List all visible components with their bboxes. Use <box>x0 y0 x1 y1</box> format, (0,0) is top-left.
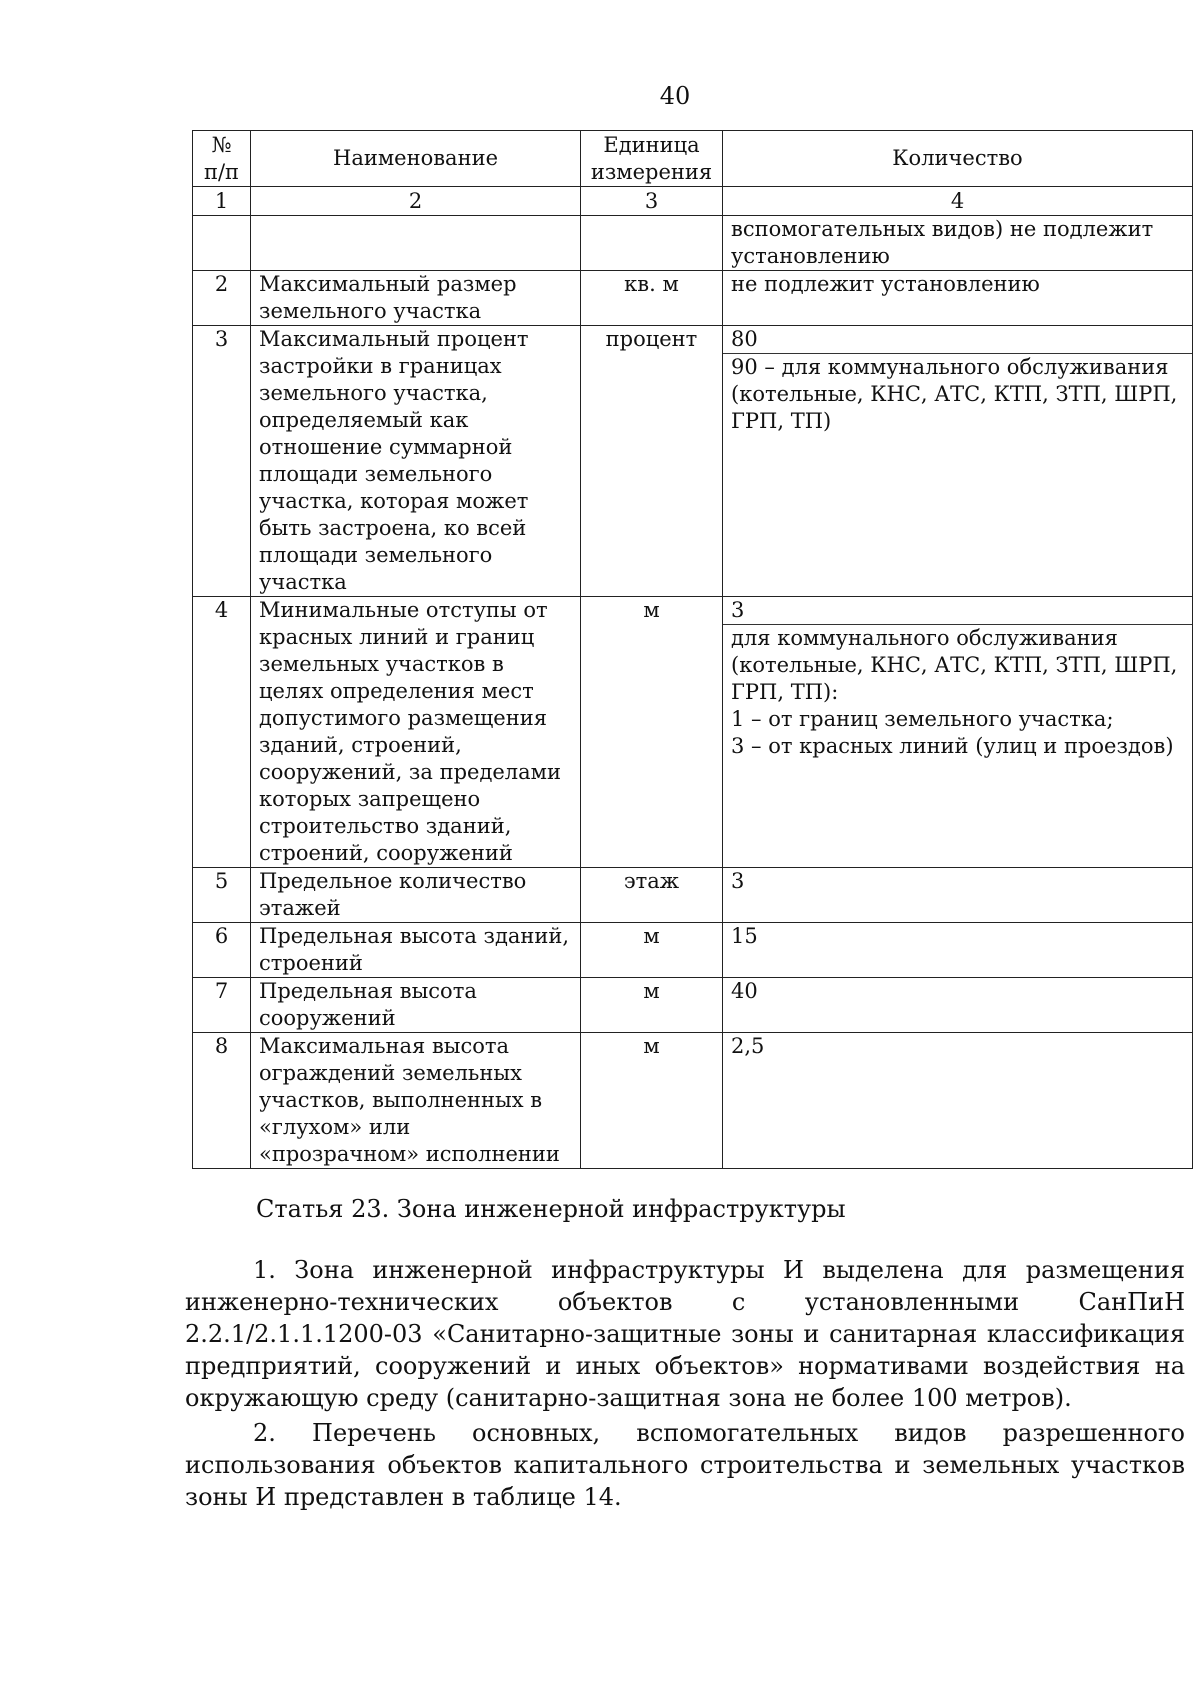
continuation-text: вспомогательных видов) не подлежит установлению <box>723 216 1193 271</box>
row-quantity: 15 <box>723 923 1193 978</box>
row-number: 8 <box>193 1033 251 1169</box>
table-row <box>193 216 1193 271</box>
row-number: 4 <box>193 597 251 868</box>
column-index: 4 <box>723 187 1193 216</box>
row-name: Максимальная высота ограждений земельных участков, выполненных в «глухом» или «прозрачном» исполнении <box>251 1033 581 1169</box>
row-quantity <box>723 597 1193 868</box>
table-header-row <box>193 131 1193 187</box>
row-quantity <box>723 326 1193 597</box>
regulations-table <box>192 130 1193 1169</box>
table-row <box>193 326 1193 597</box>
row-name: Минимальные отступы от красных линий и границ земельных участков в целях определения мест допустимого размещения зданий, строений, сооружений, за пределами которых запрещено строительство зданий, строений, сооружений <box>251 597 581 868</box>
row-unit: кв. м <box>581 271 723 326</box>
page-number: 40 <box>659 82 691 110</box>
header-num: № п/п <box>193 131 251 187</box>
quantity-value: 80 <box>731 327 758 351</box>
header-unit: Единица измерения <box>581 131 723 187</box>
row-name: Предельное количество этажей <box>251 868 581 923</box>
quantity-note-line: для коммунального обслуживания (котельные, КНС, АТС, КТП, ЗТП, ШРП, ГРП, ТП): <box>731 626 1178 704</box>
row-unit: м <box>581 597 723 868</box>
row-number: 7 <box>193 978 251 1033</box>
row-name: Максимальный размер земельного участка <box>251 271 581 326</box>
row-quantity: 2,5 <box>723 1033 1193 1169</box>
row-quantity: 3 <box>723 868 1193 923</box>
quantity-note-line: 3 – от красных линий (улиц и проездов) <box>731 734 1174 758</box>
column-index: 3 <box>581 187 723 216</box>
header-quantity: Количество <box>723 131 1193 187</box>
table-row <box>193 1033 1193 1169</box>
row-number: 5 <box>193 868 251 923</box>
table-row <box>193 978 1193 1033</box>
paragraph-1: 1. Зона инженерной инфраструктуры И выделена для размещения инженерно-технических объектов с установленными СанПиН 2.2.1/2.1.1.1200-03 «Санитарно-защитные зоны и санитарная классификация предприятий, сооружений и иных объектов» нормативами воздействия на окружающую среду (санитарно-защитная зона не более 100 метров). <box>185 1256 1185 1412</box>
row-unit: этаж <box>581 868 723 923</box>
row-unit: м <box>581 978 723 1033</box>
row-unit: м <box>581 1033 723 1169</box>
column-index: 2 <box>251 187 581 216</box>
quantity-note <box>723 624 1192 760</box>
row-quantity: 40 <box>723 978 1193 1033</box>
row-unit: м <box>581 923 723 978</box>
article-heading: Статья 23. Зона инженерной инфраструктуры <box>256 1195 846 1223</box>
row-name: Предельная высота зданий, строений <box>251 923 581 978</box>
paragraph-2: 2. Перечень основных, вспомогательных видов разрешенного использования объектов капитального строительства и земельных участков зоны И представлен в таблице 14. <box>185 1419 1185 1511</box>
row-number: 3 <box>193 326 251 597</box>
row-number: 2 <box>193 271 251 326</box>
table-row <box>193 597 1193 868</box>
table-row <box>193 271 1193 326</box>
quantity-note: 90 – для коммунального обслуживания (котельные, КНС, АТС, КТП, ЗТП, ШРП, ГРП, ТП) <box>723 353 1192 435</box>
column-index: 1 <box>193 187 251 216</box>
row-number: 6 <box>193 923 251 978</box>
table-row <box>193 868 1193 923</box>
row-name: Предельная высота сооружений <box>251 978 581 1033</box>
table-row <box>193 923 1193 978</box>
quantity-note-line: 1 – от границ земельного участка; <box>731 707 1114 731</box>
row-quantity: не подлежит установлению <box>723 271 1193 326</box>
row-unit: процент <box>581 326 723 597</box>
column-index-row <box>193 187 1193 216</box>
row-name: Максимальный процент застройки в границах земельного участка, определяемый как отношение суммарной площади земельного участка, которая может быть застроена, ко всей площади земельного участка <box>251 326 581 597</box>
quantity-value: 3 <box>731 598 745 622</box>
header-name: Наименование <box>251 131 581 187</box>
